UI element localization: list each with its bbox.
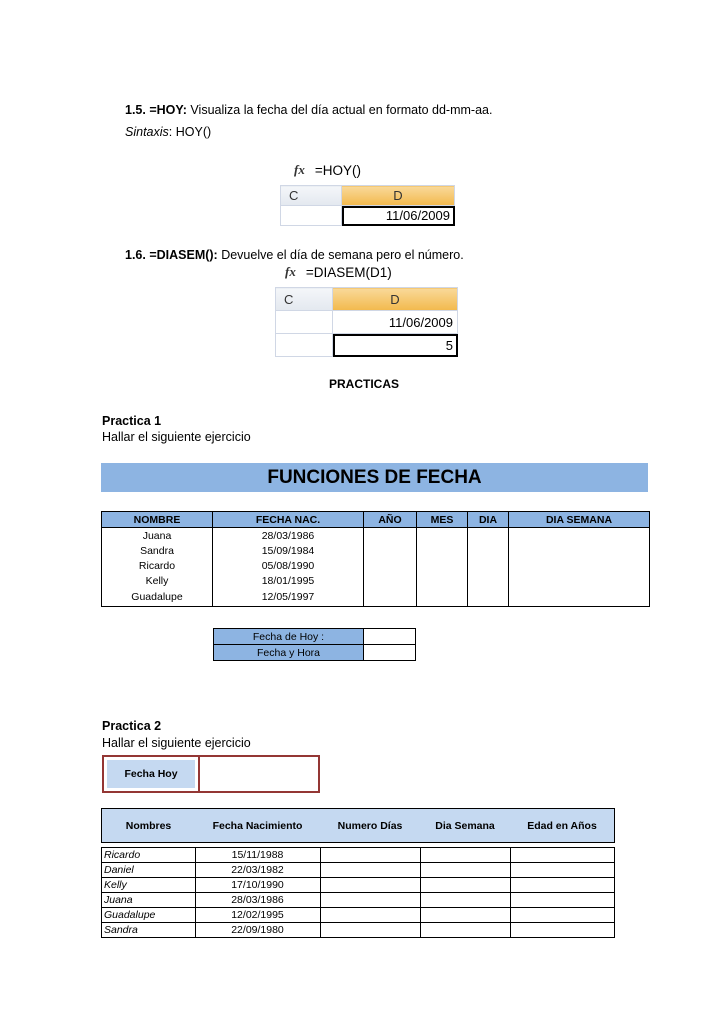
cell-c2 [276, 334, 333, 357]
cell-dia [468, 528, 509, 544]
cell-fecha: 18/01/1995 [213, 573, 364, 588]
cell-dia-semana [509, 528, 650, 544]
practica2-subtitle: Hallar el siguiente ejercicio [102, 736, 251, 750]
cell-edad [510, 908, 615, 923]
table-row [102, 558, 650, 573]
cell-dia [468, 558, 509, 573]
cell-numero-dias [320, 848, 420, 863]
fecha-hoy-box [102, 755, 320, 793]
cell-numero-dias [320, 893, 420, 908]
cell-nombre: Daniel [102, 863, 196, 878]
section-hoy-syntax [125, 124, 211, 140]
section-hoy-description: Visualiza la fecha del día actual en formato dd-mm-aa. [186, 103, 493, 117]
excel-grid-diasem [275, 287, 458, 357]
table-header-row [102, 512, 650, 528]
cell-edad [510, 923, 615, 938]
table-row [102, 573, 650, 588]
cell-fecha: 22/03/1982 [195, 863, 320, 878]
cell-mes [417, 588, 468, 607]
column-header-c: C [276, 288, 333, 311]
cell-fecha: 22/09/1980 [195, 923, 320, 938]
fecha-hoy-value [364, 629, 416, 645]
cell-fecha: 15/11/1988 [195, 848, 320, 863]
header-dia: DIA [468, 512, 509, 528]
table-row [102, 923, 615, 938]
cell-mes [417, 558, 468, 573]
table-row [102, 848, 615, 863]
formula-text-diasem: =DIASEM(D1) [305, 264, 392, 280]
header-dia-semana: Dia Semana [420, 809, 510, 843]
table-row [102, 893, 615, 908]
table-row [102, 863, 615, 878]
cell-dia-semana [420, 923, 510, 938]
header-nombres: Nombres [102, 809, 196, 843]
cell-nombre: Sandra [102, 923, 196, 938]
cell-nombre: Guadalupe [102, 588, 213, 607]
header-edad: Edad en Años [510, 809, 615, 843]
cell-dia [468, 543, 509, 558]
cell-nombre: Sandra [102, 543, 213, 558]
cell-d1-date: 11/06/2009 [342, 206, 455, 226]
table-row [102, 878, 615, 893]
cell-edad [510, 848, 615, 863]
cell-ano [364, 558, 417, 573]
cell-mes [417, 573, 468, 588]
cell-fecha: 05/08/1990 [213, 558, 364, 573]
cell-mes [417, 543, 468, 558]
practica1-title: Practica 1 [102, 414, 162, 428]
cell-dia-semana [420, 908, 510, 923]
cell-d2-weekday: 5 [333, 334, 458, 357]
section-diasem-heading [125, 247, 464, 263]
cell-numero-dias [320, 863, 420, 878]
formula-text-hoy: =HOY() [314, 162, 361, 178]
cell-ano [364, 588, 417, 607]
column-header-d: D [333, 288, 458, 311]
cell-c1 [281, 206, 342, 226]
cell-dia-semana [420, 863, 510, 878]
fecha-hoy-label: Fecha de Hoy : [214, 629, 364, 645]
header-nombre: NOMBRE [102, 512, 213, 528]
table-row [102, 528, 650, 544]
cell-ano [364, 543, 417, 558]
cell-nombre: Ricardo [102, 848, 196, 863]
cell-dia-semana [509, 543, 650, 558]
table-row [102, 908, 615, 923]
cell-dia [468, 573, 509, 588]
header-fecha-nacimiento: Fecha Nacimiento [195, 809, 320, 843]
practica1-table [101, 511, 650, 607]
cell-nombre: Kelly [102, 878, 196, 893]
syntax-label: Sintaxis [125, 125, 169, 139]
header-mes: MES [417, 512, 468, 528]
cell-nombre: Ricardo [102, 558, 213, 573]
cell-numero-dias [320, 908, 420, 923]
header-numero-dias: Numero Días [320, 809, 420, 843]
practica1-subtitle: Hallar el siguiente ejercicio [102, 430, 251, 444]
cell-fecha: 28/03/1986 [195, 893, 320, 908]
fecha-hora-label: Fecha y Hora [214, 645, 364, 661]
fecha-hoy-table [213, 628, 416, 661]
column-header-d: D [342, 186, 455, 206]
cell-edad [510, 863, 615, 878]
cell-edad [510, 893, 615, 908]
fecha-hoy-row [214, 629, 416, 645]
cell-dia-semana [420, 878, 510, 893]
section-hoy-number: 1.5. =HOY: [125, 103, 187, 117]
cell-edad [510, 878, 615, 893]
cell-nombre: Juana [102, 528, 213, 544]
table-row [102, 543, 650, 558]
cell-nombre: Juana [102, 893, 196, 908]
header-dia-semana: DIA SEMANA [509, 512, 650, 528]
section-diasem-description: Devuelve el día de semana pero el número. [217, 248, 464, 262]
section-hoy-heading [125, 102, 492, 118]
cell-mes [417, 528, 468, 544]
column-header-c: C [281, 186, 342, 206]
cell-numero-dias [320, 878, 420, 893]
practica2-title: Practica 2 [102, 719, 162, 733]
cell-dia [468, 588, 509, 607]
cell-fecha: 12/02/1995 [195, 908, 320, 923]
syntax-value: : HOY() [168, 125, 212, 139]
cell-nombre: Kelly [102, 573, 213, 588]
cell-dia-semana [509, 573, 650, 588]
table-row [102, 588, 650, 607]
section-diasem-number: 1.6. =DIASEM(): [125, 248, 218, 262]
cell-fecha: 17/10/1990 [195, 878, 320, 893]
formula-bar-diasem [285, 262, 392, 282]
practicas-title: PRACTICAS [329, 377, 400, 391]
fecha-hoy-value [198, 757, 318, 791]
cell-fecha: 28/03/1986 [213, 528, 364, 544]
cell-nombre: Guadalupe [102, 908, 196, 923]
fecha-hoy-label: Fecha Hoy [107, 760, 195, 788]
header-fecha-nac: FECHA NAC. [213, 512, 364, 528]
excel-grid-hoy [280, 185, 455, 226]
practica2-table [101, 808, 615, 938]
cell-d1-date: 11/06/2009 [333, 311, 458, 334]
fecha-hora-row [214, 645, 416, 661]
cell-dia-semana [509, 558, 650, 573]
table-header-row [102, 809, 615, 843]
fx-icon: fx [285, 264, 296, 279]
cell-ano [364, 573, 417, 588]
fecha-hora-value [364, 645, 416, 661]
cell-numero-dias [320, 923, 420, 938]
cell-ano [364, 528, 417, 544]
cell-dia-semana [420, 893, 510, 908]
header-ano: AÑO [364, 512, 417, 528]
fx-icon: fx [294, 162, 305, 177]
cell-dia-semana [420, 848, 510, 863]
cell-c1 [276, 311, 333, 334]
cell-fecha: 15/09/1984 [213, 543, 364, 558]
cell-dia-semana [509, 588, 650, 607]
formula-bar-hoy [294, 160, 361, 180]
funciones-fecha-banner: FUNCIONES DE FECHA [101, 463, 648, 492]
cell-fecha: 12/05/1997 [213, 588, 364, 607]
